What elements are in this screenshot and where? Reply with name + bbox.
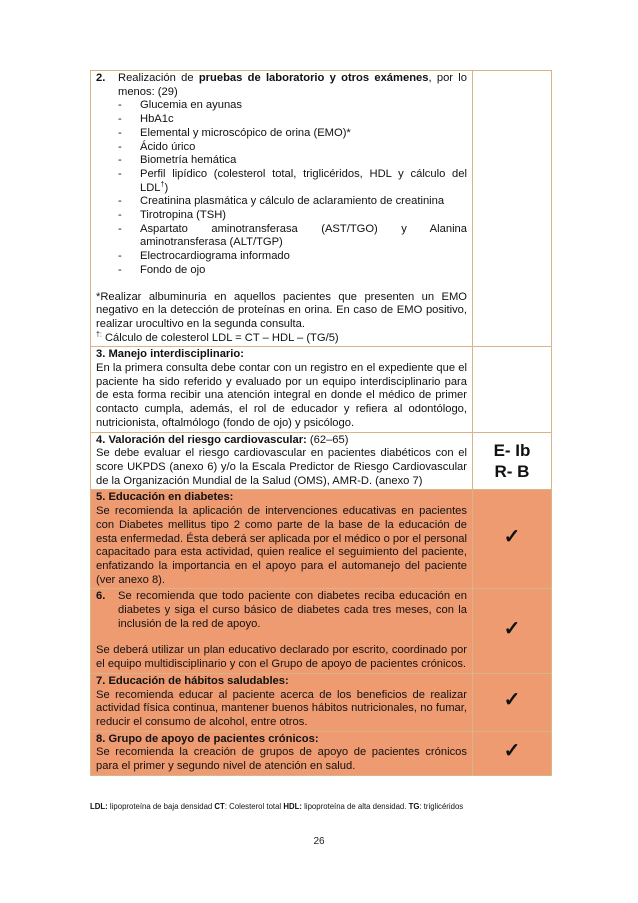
abbr-key: LDL:	[90, 802, 108, 811]
diabetes-education-cell	[91, 490, 473, 589]
row-interdisciplinary	[91, 347, 552, 432]
item-text: Creatinina plasmática y cálculo de aclaramiento de creatinina	[140, 195, 445, 208]
section-body: Se recomienda la aplicación de intervenciones educativas en pacientes con Diabetes mellitus tipo 2 como parte de la base de la educación de esta enfermedad. Ésta deberá ser aplicada por el médico o por el personal capacitado para esta actividad, quien realice el seguimiento del paciente, enfatizando la importancia en el apoyo para el automanejo del paciente (ver anexo 8).	[96, 505, 467, 586]
dash: -	[118, 195, 122, 208]
check-cell	[473, 673, 552, 731]
item-text: Aspartato aminotransferasa (AST/TGO) y Alanina aminotransferasa (ALT/TGP)	[140, 222, 467, 249]
row-diabetes-education	[91, 490, 552, 589]
abbr-value: lipoproteína de baja densidad	[107, 802, 215, 811]
education-course-cell	[91, 589, 473, 674]
section-body-2: Se deberá utilizar un plan educativo declarado por escrito, coordinado por el equipo multidisciplinario y con el Grupo de apoyo de pacientes crónicos.	[96, 644, 467, 671]
dagger-sup: †	[160, 180, 165, 188]
check-icon: ✓	[503, 526, 521, 548]
item-text: Fondo de ojo	[140, 263, 206, 276]
lab-tests-heading	[96, 72, 467, 99]
row-support-groups	[91, 731, 552, 775]
dash: -	[118, 126, 122, 139]
section-title	[96, 434, 467, 448]
dash: -	[118, 209, 122, 222]
list-item	[118, 113, 467, 127]
row-lab-tests	[91, 71, 552, 347]
row-healthy-habits	[91, 673, 552, 731]
abbr-value: : triglicéridos	[419, 802, 464, 811]
list-item	[118, 99, 467, 113]
section-title: 3. Manejo interdisciplinario:	[96, 348, 244, 361]
list-item	[118, 154, 467, 168]
dash: -	[118, 113, 122, 126]
section-body	[96, 590, 467, 631]
item-text: Biometría hemática	[140, 154, 237, 167]
healthy-habits-cell	[91, 673, 473, 731]
evidence-level: E- Ib	[493, 440, 531, 460]
section-body: En la primera consulta debe contar con un registro en el expediente que el paciente ha sido referido y evaluado por un equipo interdisciplinario para de esta forma recibir una atención integral en donde el médico de primer contacto cumpla, además, el rol de educador y refiera al odontólogo, nutricionista, oftalmólogo (fondo de ojo) y psicólogo.	[96, 362, 467, 429]
dash: -	[118, 250, 122, 263]
list-item	[118, 209, 467, 223]
section-title: 8. Grupo de apoyo de pacientes crónicos:	[96, 732, 319, 745]
section-body: Se recomienda educar al paciente acerca de los beneficios de realizar actividad física continua, mantener buenos hábitos nutricionales, no fumar, reducir el consumo de alcohol, entre otros.	[96, 688, 467, 728]
list-item	[118, 223, 467, 250]
section-body: Se recomienda la creación de grupos de apoyo de pacientes crónicos para el primer y segundo nivel de atención en salud.	[96, 746, 467, 773]
item-text: Ácido úrico	[140, 140, 196, 153]
list-item	[118, 168, 467, 195]
heading-tail: , por lo menos: (29)	[118, 72, 468, 98]
check-icon: ✓	[503, 688, 521, 711]
abbr-key: TG	[408, 802, 420, 811]
abbr-value: : Colesterol total	[224, 802, 284, 811]
section-body: Se debe evaluar el riesgo cardiovascular en pacientes diabéticos con el score UKPDS (anexo 6) y/o la Escala Predictor de Riesgo Cardiovascular de la Organización Mundial de la Salud (OMS), AMR-D. (anexo 7)	[96, 447, 467, 487]
list-item	[118, 195, 467, 209]
check-icon: ✓	[503, 739, 521, 762]
section-number: 6.	[96, 590, 106, 603]
check-icon: ✓	[503, 617, 521, 640]
heading-lead: Realización de	[118, 72, 199, 84]
section-title: 7. Educación de hábitos saludables:	[96, 674, 289, 687]
row-cardiovascular-risk	[91, 432, 552, 490]
item-tail: )	[164, 181, 169, 194]
abbr-value: lipoproteína de alta densidad.	[301, 802, 409, 811]
item-text: Glucemia en ayunas	[140, 99, 242, 112]
abbreviations-footnote	[90, 802, 560, 812]
list-item	[118, 250, 467, 264]
evidence-cell-empty	[473, 71, 552, 347]
ldl-calc-note	[96, 332, 467, 346]
list-item	[118, 141, 467, 155]
title-text: 4. Valoración del riesgo cardiovascular:	[96, 433, 307, 446]
dash: -	[118, 222, 122, 235]
abbr-key: HDL:	[283, 802, 302, 811]
heading-bold: pruebas de laboratorio y otros exámenes	[198, 72, 429, 84]
section-title: 5. Educación en diabetes:	[96, 491, 234, 504]
lab-tests-list	[118, 99, 467, 277]
evidence-cell	[473, 432, 552, 490]
cardiovascular-cell	[91, 432, 473, 490]
interdisciplinary-cell	[91, 347, 473, 432]
calc-text: Cálculo de colesterol LDL = CT – HDL – (TG/5)	[101, 331, 339, 344]
dash: -	[118, 167, 122, 180]
item-text: HbA1c	[140, 113, 174, 126]
dash: -	[118, 99, 122, 112]
list-item	[118, 264, 467, 278]
check-cell	[473, 589, 552, 674]
dash: -	[118, 140, 122, 153]
check-cell	[473, 731, 552, 775]
dash: -	[118, 263, 122, 276]
lab-tests-cell	[91, 71, 473, 347]
row-education-course	[91, 589, 552, 674]
body-text: Se recomienda que todo paciente con diabetes reciba educación en diabetes y siga el curso básico de diabetes cada tres meses, con la inclusión de la red de apoyo.	[118, 590, 467, 630]
item-text: Elemental y microscópico de orina (EMO)*	[140, 126, 351, 139]
section-number: 2.	[96, 72, 106, 84]
item-text: Tirotropina (TSH)	[140, 209, 226, 222]
albuminuria-note: *Realizar albuminuria en aquellos pacientes que presenten un EMO negativo en la detección de proteínas en orina. En caso de EMO positivo, realizar urocultivo en la segunda consulta.	[96, 290, 467, 330]
check-cell	[473, 490, 552, 589]
recommendation-grade: R- B	[494, 461, 530, 481]
evidence-cell-empty	[473, 347, 552, 432]
item-text: Electrocardiograma informado	[140, 250, 290, 263]
list-item	[118, 127, 467, 141]
dagger-sup: †:	[96, 330, 102, 338]
abbr-key: CT	[214, 802, 225, 811]
page-number: 26	[313, 836, 325, 847]
dash: -	[118, 154, 122, 167]
title-ref: (62–65)	[306, 433, 349, 446]
item-text: Perfil lipídico (colesterol total, triglicéridos, HDL y cálculo del LDL	[140, 167, 467, 194]
recommendations-table	[90, 70, 552, 776]
support-groups-cell	[91, 731, 473, 775]
